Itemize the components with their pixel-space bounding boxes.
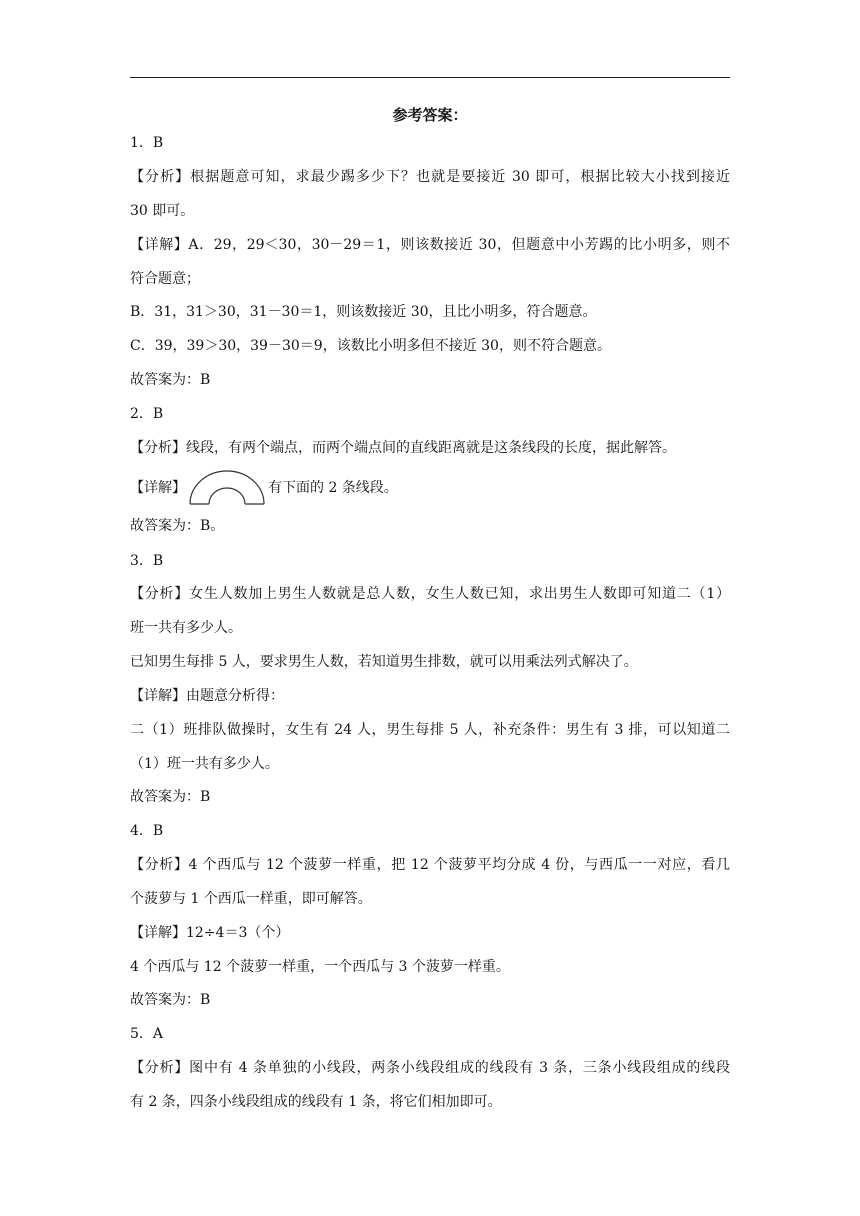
q2-analysis: 【分析】线段，有两个端点，而两个端点间的直线距离就是这条线段的长度，据此解答。 bbox=[130, 440, 676, 456]
q1-number: 1．B bbox=[130, 135, 164, 151]
q1-analysis-line-2: 30 即可。 bbox=[130, 203, 195, 219]
q4-number: 4．B bbox=[130, 823, 164, 839]
q1-detail-line-1: 【详解】A．29，29＜30，30－29＝1，则该数接近 30，但题意中小芳踢的比小明多，则不 bbox=[130, 237, 730, 253]
q1-detail-line-2: 符合题意； bbox=[130, 271, 200, 287]
q3-answer: 故答案为：B bbox=[130, 789, 211, 805]
page-title: 参考答案： bbox=[392, 106, 468, 124]
header-rule bbox=[130, 77, 730, 78]
q1-detail-line-4: C．39，39＞30，39－30＝9，该数比小明多但不接近 30，则不符合题意。 bbox=[130, 338, 611, 354]
q3-detail-line-2: 二（1）班排队做操时，女生有 24 人，男生每排 5 人，补充条件：男生有 3 排，可以知道二 bbox=[130, 722, 730, 738]
q3-detail-line-1: 【详解】由题意分析得： bbox=[130, 688, 284, 704]
q5-number: 5．A bbox=[130, 1026, 164, 1042]
q1-analysis-line-1: 【分析】根据题意可知，求最少踢多少下？也就是要接近 30 即可，根据比较大小找到接近 bbox=[130, 169, 730, 185]
q3-detail-line-3: （1）班一共有多少人。 bbox=[130, 756, 279, 772]
q3-analysis-line-1: 【分析】女生人数加上男生人数就是总人数，女生人数已知，求出男生人数即可知道二（1） bbox=[130, 586, 730, 602]
q4-analysis-line-2: 个菠萝与 1 个西瓜一样重，即可解答。 bbox=[130, 891, 372, 907]
q1-detail-line-3: B．31，31＞30，31－30＝1，则该数接近 30，且比小明多，符合题意。 bbox=[130, 304, 597, 320]
q4-analysis-line-1: 【分析】4 个西瓜与 12 个菠萝一样重，把 12 个菠萝平均分成 4 份，与西瓜一一对应，看几 bbox=[130, 857, 730, 873]
q5-analysis-line-1: 【分析】图中有 4 条单独的小线段，两条小线段组成的线段有 3 条，三条小线段组成的线段 bbox=[130, 1060, 730, 1076]
q3-analysis-line-2: 班一共有多少人。 bbox=[130, 620, 242, 636]
q2-detail-prefix: 【详解】 bbox=[130, 480, 186, 496]
q2-detail-line bbox=[130, 468, 730, 508]
q3-number: 3．B bbox=[130, 553, 164, 569]
q2-number: 2．B bbox=[130, 406, 164, 422]
arch-figure-icon bbox=[187, 468, 267, 508]
q4-answer: 故答案为：B bbox=[130, 992, 211, 1008]
q3-analysis-line-3: 已知男生每排 5 人，要求男生人数，若知道男生排数，就可以用乘法列式解决了。 bbox=[130, 654, 638, 670]
q4-detail-line-1: 【详解】12÷4＝3（个） bbox=[130, 925, 290, 941]
q2-detail-suffix: 有下面的 2 条线段。 bbox=[268, 480, 398, 496]
q5-analysis-line-2: 有 2 条，四条小线段组成的线段有 1 条，将它们相加即可。 bbox=[130, 1094, 502, 1110]
q1-answer: 故答案为：B bbox=[130, 372, 211, 388]
q2-answer: 故答案为：B。 bbox=[130, 518, 225, 534]
q4-detail-line-2: 4 个西瓜与 12 个菠萝一样重，一个西瓜与 3 个菠萝一样重。 bbox=[130, 959, 510, 975]
